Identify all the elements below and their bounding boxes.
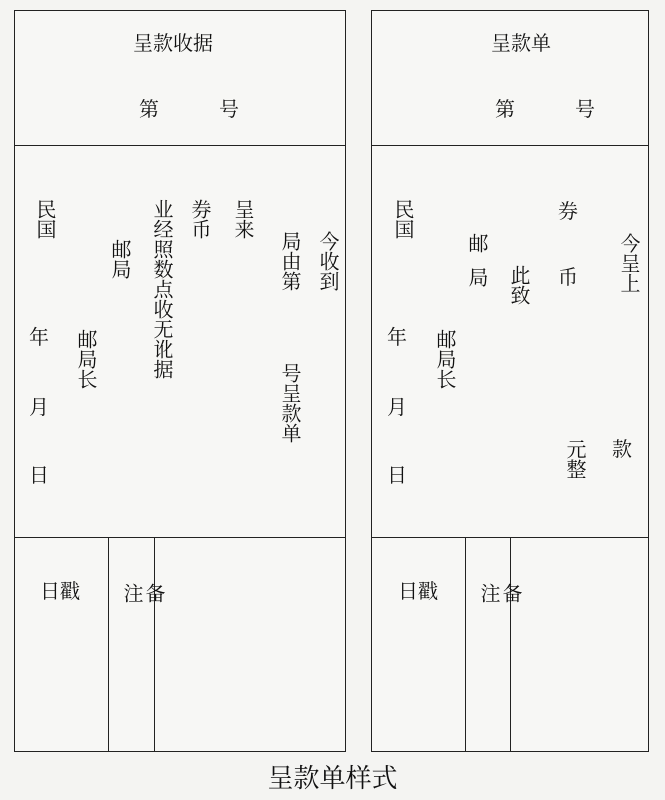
receipt-col-postmaster: 邮局长 xyxy=(74,329,98,389)
figure-caption: 呈款单样式 xyxy=(267,764,398,794)
receipt-day: 日 xyxy=(29,463,49,487)
remittance-number-di: 第 xyxy=(495,97,515,121)
receipt-year: 年 xyxy=(29,325,49,349)
receipt-form xyxy=(14,10,346,752)
remittance-title: 呈款单 xyxy=(491,31,551,55)
remittance-remark-label: 备注 xyxy=(477,583,523,655)
remittance-day: 日 xyxy=(387,463,407,487)
receipt-col-today-received: 今收到 xyxy=(316,231,340,291)
remittance-col-to: 此致 xyxy=(507,265,531,305)
remittance-number-hao: 号 xyxy=(575,97,595,121)
remittance-month: 月 xyxy=(387,395,407,419)
receipt-col-currency: 券币 xyxy=(188,199,212,239)
receipt-remark-label: 备注 xyxy=(120,583,166,655)
receipt-number-di: 第 xyxy=(139,97,159,121)
header-divider xyxy=(15,145,345,146)
remittance-col-currency: 币 xyxy=(558,265,578,289)
receipt-col-republic: 民国 xyxy=(33,199,57,239)
receipt-number-hao: 号 xyxy=(219,97,239,121)
remittance-col-postmaster: 邮局长 xyxy=(433,329,457,389)
receipt-col-bureau-from: 局由第 xyxy=(278,231,302,291)
receipt-col-number-form: 号呈款单 xyxy=(278,363,302,443)
remittance-col-republic: 民国 xyxy=(391,199,415,239)
footer-vsep-1 xyxy=(108,537,109,751)
remittance-col-funds: 款 xyxy=(612,437,632,461)
receipt-col-submitted: 呈来 xyxy=(231,199,255,239)
receipt-date-stamp-label: 日戳 xyxy=(40,579,80,603)
remittance-col-voucher: 券 xyxy=(558,199,578,223)
remittance-col-submit: 今呈上 xyxy=(617,233,641,293)
footer-divider xyxy=(15,537,345,538)
header-divider xyxy=(372,145,648,146)
remittance-date-stamp-label: 日戳 xyxy=(398,579,438,603)
receipt-month: 月 xyxy=(29,395,49,419)
remittance-col-amount: 元整 xyxy=(563,439,587,479)
receipt-col-verified: 业经照数点收无讹据 xyxy=(150,199,174,379)
remittance-year: 年 xyxy=(387,325,407,349)
footer-vsep-1 xyxy=(465,537,466,751)
remittance-col-post-office: 邮局 xyxy=(465,233,489,301)
receipt-title: 呈款收据 xyxy=(133,31,213,55)
receipt-col-post-office: 邮局 xyxy=(108,239,132,279)
remittance-form xyxy=(371,10,649,752)
